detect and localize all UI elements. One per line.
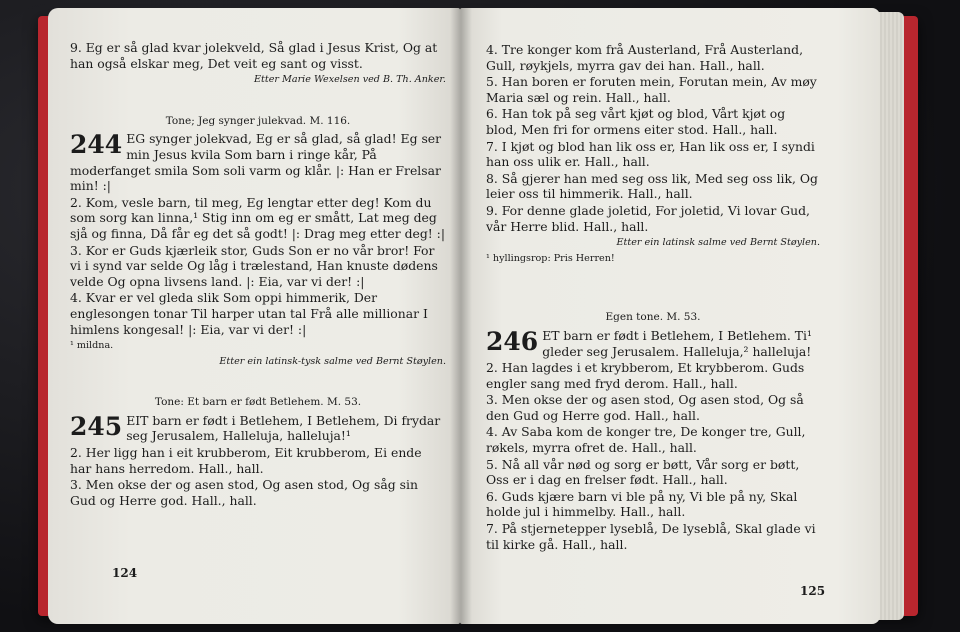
hymn-245-number: 245 (70, 411, 123, 441)
hymn-246-verse-4: 4. Av Saba kom de konger tre, De konger tre, Gull, røkels, myrra ofret de. Hall., hall. (486, 424, 806, 456)
right-page-text (486, 42, 820, 553)
page-edges (878, 12, 904, 620)
hymn-245-verse-5: 5. Han boren er foruten mein, Forutan mein, Av møy Maria sæl og rein. Hall., hall. (486, 74, 817, 105)
hymn-245-verse-8: 8. Så gjerer han med seg oss lik, Med seg oss lik, Og leier oss til himmerik. Hall., hall. (486, 170, 818, 202)
hymn-246-tone: Egen tone. M. 53. (605, 311, 701, 324)
hymn-244 (70, 131, 446, 193)
hymn-245-verse-7: 7. I kjøt og blod han lik oss er, Han lik oss er, I syndi han oss ulik er. Hall., hall. (486, 138, 815, 170)
hymn-245 (70, 413, 446, 444)
book-spine-shadow (450, 8, 472, 624)
hymn-244-tone: Tone; Jeg synger julekvad. M. 116. (165, 114, 351, 127)
hymn-244-verse-2: 2. Kom, vesle barn, til meg, Eg lengtar etter deg! Kom du som sorg kan linna,¹ Stig inn om eg er smått, Lat meg deg sjå og finna, Då får eg det så godt! |: Drag meg etter deg! :| (70, 194, 446, 241)
hymn-245-verse-9: 9. For denne glade joletid, For joletid, Vi lovar Gud, vår Herre blid. Hall., hall. (486, 202, 810, 234)
hymn-244-attribution: Etter ein latinsk-tysk salme ved Bernt Støylen. (219, 355, 446, 367)
hymn-245-footnote: ¹ hyllingsrop: Pris Herren! (486, 252, 615, 264)
hymn-244-number: 244 (70, 130, 123, 160)
hymn-246 (486, 328, 820, 359)
hymn-245-verse-6: 6. Han tok på seg vårt kjøt og blod, Vårt kjøt og blod, Men fri for ormens eiter stod. Hall., hall. (486, 106, 786, 137)
hymn-244-verse-4: 4. Kvar er vel gleda slik Som oppi himmerik, Der englesongen tonar Til harper utan tal Frå alle millionar I himlens kongesal! |: Eia, var vi der! :| (70, 290, 428, 337)
page-number-left: 124 (112, 566, 138, 580)
hymn-244-verse-3: 3. Kor er Guds kjærleik stor, Guds Son er no vår bror! For vi i synd var selde Og låg i trælestand, Han knuste dødens velde Og opna livsens land. |: Eia, var vi der! :| (70, 242, 438, 289)
hymn-246-verse-1: ET barn er født i Betlehem, I Betlehem. Ti¹ gleder seg Jerusalem. Halleluja,² halleluja! (542, 327, 812, 359)
hymn-245-verse-3: 3. Men okse der og asen stod, Og asen stod, Og såg sin Gud og Herre god. Hall., hall. (70, 477, 418, 508)
hymn-245-attribution: Etter ein latinsk salme ved Bernt Støylen. (616, 237, 820, 249)
hymn-245-tone: Tone: Et barn er født Betlehem. M. 53. (154, 396, 362, 409)
hymn-246-verse-3: 3. Men okse der og asen stod, Og asen stod, Og så den Gud og Herre god. Hall., hall. (486, 392, 804, 423)
hymn-245-verse-2: 2. Her ligg han i eit krubberom, Eit krubberom, Ei ende har hans herredom. Hall., hall. (70, 445, 422, 476)
hymn-246-verse-5: 5. Nå all vår nød og sorg er bøtt, Vår sorg er bøtt, Oss er i dag en frelser født. Hall., hall. (486, 456, 800, 488)
attribution-prev-hymn: Etter Marie Wexelsen ved B. Th. Anker. (254, 74, 446, 86)
hymn-244-verse-1: EG synger jolekvad, Eg er så glad, så glad! Eg ser min Jesus kvila Som barn i ringe kår, På moderfanget smila Som soli varm og klår. |: Han er Frelsar min! :| (70, 131, 442, 194)
hymn-244-footnote: ¹ mildna. (70, 340, 114, 352)
hymn-245-verse-1: EIT barn er født i Betlehem, I Betlehem, Di frydar seg Jerusalem, Halleluja, halleluja!¹ (126, 412, 441, 444)
hymn-246-verse-6: 6. Guds kjære barn vi ble på ny, Vi ble på ny, Skal holde jul i himmelby. Hall., hall. (486, 488, 798, 520)
left-page-text (70, 40, 446, 509)
hymn-246-number: 246 (486, 326, 539, 356)
verse-9-prev-hymn: 9. Eg er så glad kvar jolekveld, Så glad i Jesus Krist, Og at han også elskar meg, Det veit eg sant og visst. (70, 40, 438, 71)
hymn-245-verse-4: 4. Tre konger kom frå Austerland, Frå Austerland, Gull, røykjels, myrra gav dei han. Hall., hall. (486, 42, 804, 73)
page-number-right: 125 (800, 584, 826, 598)
hymn-246-verse-2: 2. Han lagdes i et krybberom, Et krybberom. Guds engler sang med fryd derom. Hall., hall. (486, 360, 805, 391)
hymn-246-verse-7: 7. På stjernetepper lyseblå, De lyseblå, Skal glade vi til kirke gå. Hall., hall. (486, 521, 816, 552)
